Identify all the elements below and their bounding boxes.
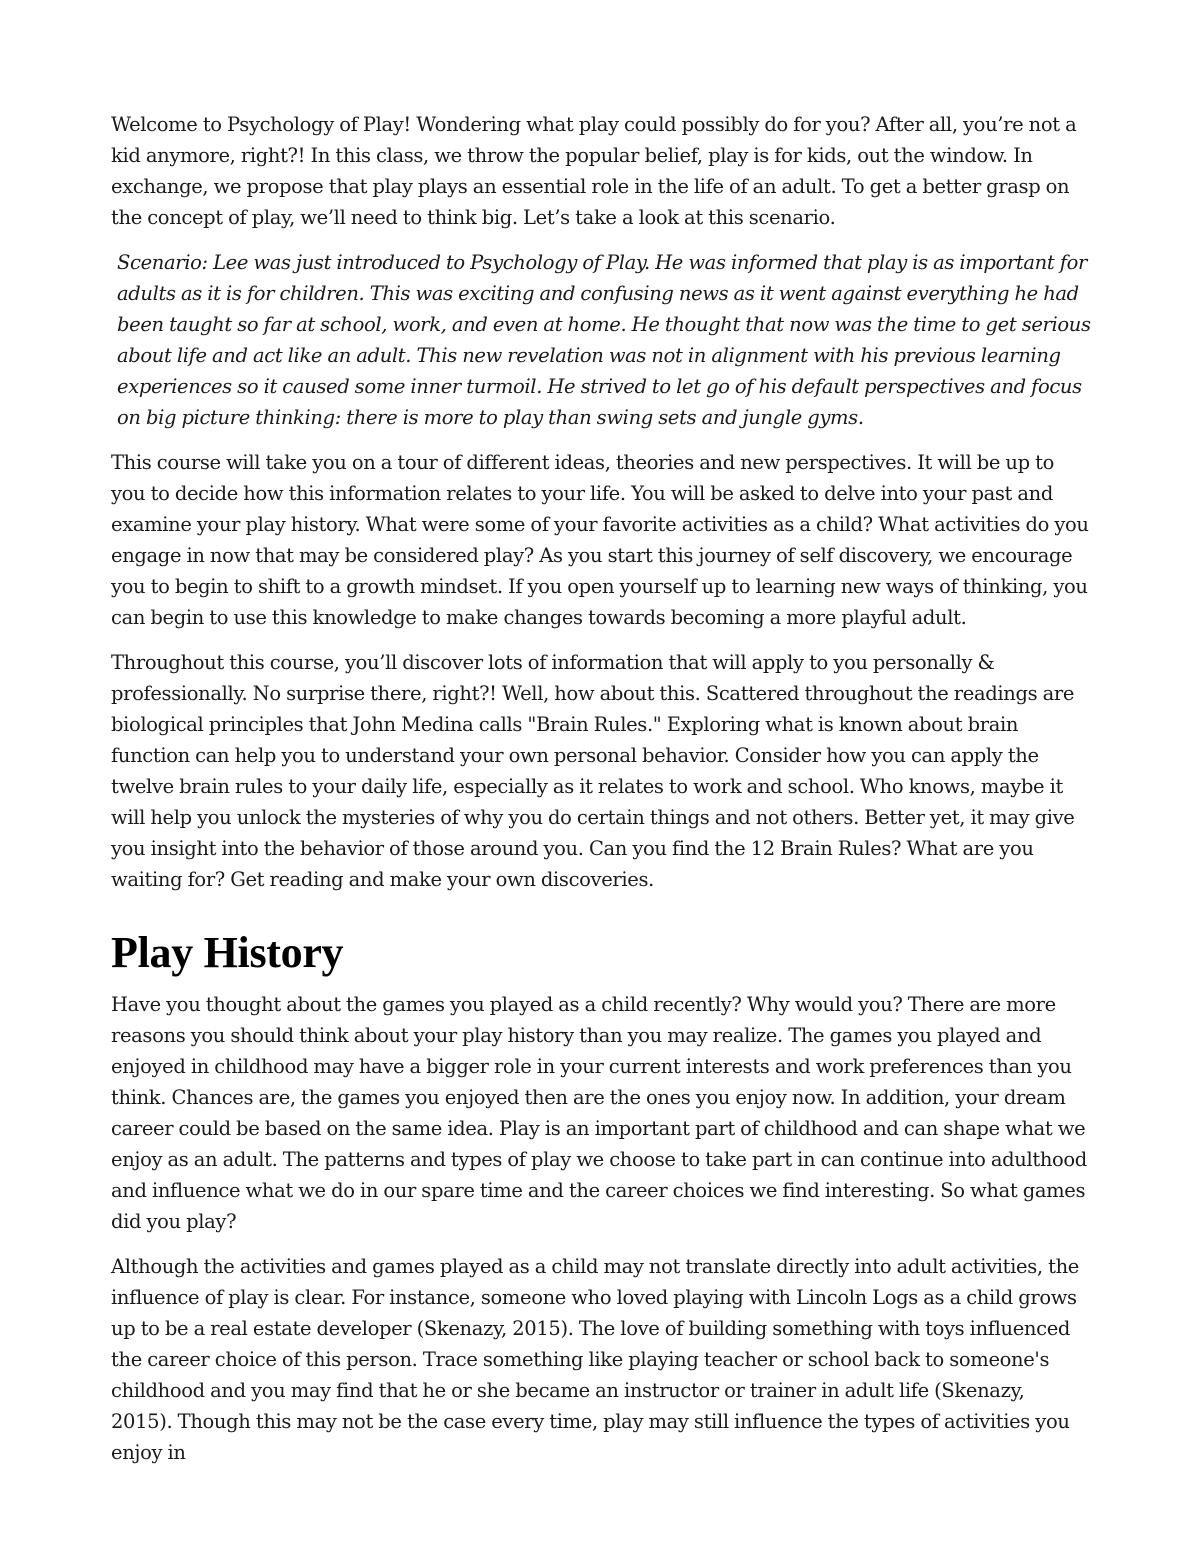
section-heading-play-history: Play History [111,928,344,977]
play-history-paragraph: Have you thought about the games you played as a child recently? Why would you? There are more reasons you should think about your play history than you may realize. The games you played and enjoyed in childhood may have a bigger role in your current interests and work preferences than you think. Chances are, the games you enjoyed then are the ones you enjoy now. In addition, your dream career could be based on the same idea. Play is an important part of childhood and can shape what we enjoy as an adult. The patterns and types of play we choose to take part in can continue into adulthood and influence what we do in our spare time and the career choices we find interesting. So what games did you play? [111,993,1087,1233]
brain-rules-paragraph: Throughout this course, you’ll discover lots of information that will apply to you personally & professionally. No surprise there, right?! Well, how about this. Scattered throughout the readings are biological principles that John Medina calls "Brain Rules." Exploring what is known about brain function can help you to understand your own personal behavior. Consider how you can apply the twelve brain rules to your daily life, especially as it relates to work and school. Who knows, maybe it will help you unlock the mysteries of why you do certain things and not others. Better yet, it may give you insight into the behavior of those around you. Can you find the 12 Brain Rules? What are you waiting for? Get reading and make your own discoveries. [111,651,1075,891]
play-influence-paragraph: Although the activities and games played as a child may not translate directly into adult activities, the influence of play is clear. For instance, someone who loved playing with Lincoln Logs as a child grows up to be a real estate developer (Skenazy, 2015). The love of building something with toys influenced the career choice of this person. Trace something like playing teacher or school back to someone's childhood and you may find that he or she became an instructor or trainer in adult life (Skenazy, 2015). Though this may not be the case every time, play may still influence the types of activities you enjoy in [111,1255,1079,1464]
course-tour-paragraph: This course will take you on a tour of different ideas, theories and new perspectives. It will be up to you to decide how this information relates to your life. You will be asked to delve into your past and examine your play history. What were some of your favorite activities as a child? What activities do you engage in now that may be considered play? As you start this journey of self discovery, we encourage you to begin to shift to a growth mindset. If you open yourself up to learning new ways of thinking, you can begin to use this knowledge to make changes towards becoming a more playful adult. [111,451,1089,629]
document-page [111,109,1091,1482]
intro-paragraph: Welcome to Psychology of Play! Wondering what play could possibly do for you? After all, you’re not a kid anymore, right?! In this class, we throw the popular belief, play is for kids, out the window. In exchange, we propose that play plays an essential role in the life of an adult. To get a better grasp on the concept of play, we’ll need to think big. Let’s take a look at this scenario. [111,113,1077,229]
scenario-paragraph: Scenario: Lee was just introduced to Psychology of Play. He was informed that play is as important for adults as it is for children. This was exciting and confusing news as it went against everything he had been taught so far at school, work, and even at home. He thought that now was the time to get serious about life and act like an adult. This new revelation was not in alignment with his previous learning experiences so it caused some inner turmoil. He strived to let go of his default perspectives and focus on big picture thinking: there is more to play than swing sets and jungle gyms. [117,251,1091,429]
